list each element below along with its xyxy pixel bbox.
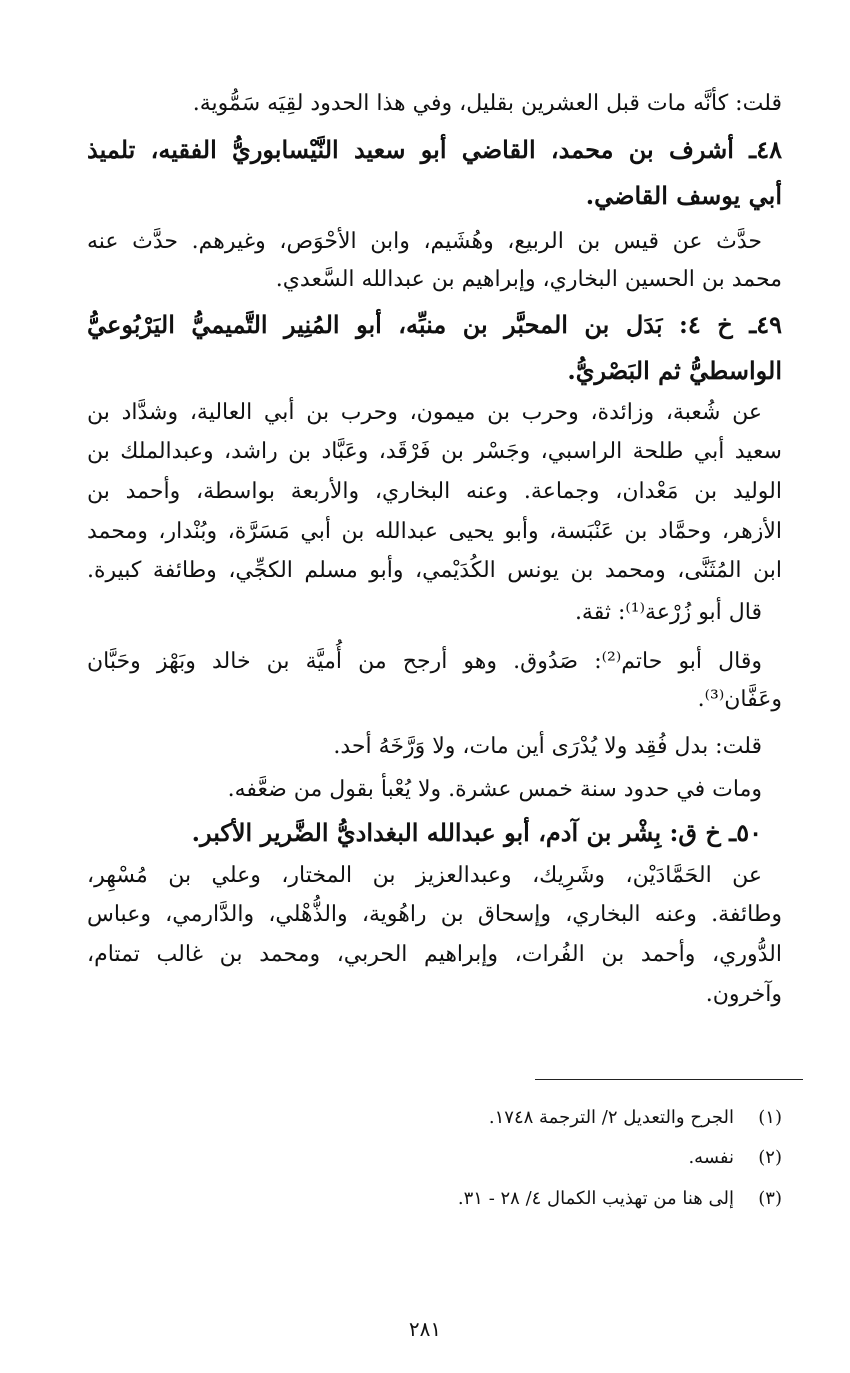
text-line: وقال أبو حاتم⁽²⁾: صَدُوق. وهو أرجح من أُميَّة بن خالد وبَهْز وحَبَّان <box>87 649 762 674</box>
footnote <box>87 1184 782 1214</box>
entry-50-heading: ٥٠ـ خ ق: بِشْر بن آدم، أبو عبدالله البغداديُّ الضَّرير الأكبر. <box>191 818 762 847</box>
footnote-number: (٢) <box>758 1147 782 1168</box>
text-line: قلت: بدل فُقِد ولا يُدْرَى أين مات، ولا وَرَّخَهُ أحد. <box>333 734 762 759</box>
footnote-text: نفسه. <box>688 1147 734 1168</box>
text-line: ابن المُثَنَّى، ومحمد بن يونس الكُدَيْمي، وأبو مسلم الكجِّي، وطائفة كبيرة. <box>87 558 782 583</box>
entry-49-heading: ٤٩ـ خ ٤: بَدَل بن المحبَّر بن منبِّه، أبو المُنِير التَّميميُّ اليَرْبُوعيُّ <box>87 310 783 339</box>
text-line: قال أبو زُرْعة⁽¹⁾: ثقة. <box>574 600 762 625</box>
text-line: الدُّوري، وأحمد بن الفُرات، وإبراهيم الحربي، ومحمد بن غالب تمتام، <box>87 942 782 967</box>
entry-48-heading: ٤٨ـ أشرف بن محمد، القاضي أبو سعيد النَّيْسابوريُّ الفقيه، تلميذ <box>87 135 782 164</box>
text-line: قلت: كأنَّه مات قبل العشرين بقليل، وفي هذا الحدود لقِيَه سَمُّوية. <box>192 91 782 116</box>
footnote-text: الجرح والتعديل ٢/ الترجمة ١٧٤٨. <box>488 1107 734 1128</box>
entry-48-heading-cont: أبي يوسف القاضي. <box>585 181 782 210</box>
text-line: وآخرون. <box>705 982 782 1007</box>
footnote <box>87 1103 782 1133</box>
text-line: حدَّث عن قيس بن الربيع، وهُشَيم، وابن الأحْوَص، وغيرهم. حدَّث عنه <box>87 229 762 254</box>
entry-49-heading-cont: الواسطيُّ ثم البَصْريُّ. <box>567 356 782 385</box>
text-line: ومات في حدود سنة خمس عشرة. ولا يُعْبأ بقول من ضعَّفه. <box>227 777 762 802</box>
footnote-number: (١) <box>758 1107 782 1128</box>
text-line: سعيد أبي طلحة الراسبي، وجَسْر بن فَرْقَد، وعَبَّاد بن راشد، وعبدالملك بن <box>87 439 782 464</box>
text-line: عن شُعبة، وزائدة، وحرب بن ميمون، وحرب بن أبي العالية، وشدَّاد بن <box>87 400 762 425</box>
page-number: ٢٨١ <box>408 1317 442 1341</box>
footnote-number: (٣) <box>758 1188 782 1209</box>
text-line: الأزهر، وحمَّاد بن عَنْبَسة، وأبو يحيى عبدالله بن أبي مَسَرَّة، وبُنْدار، ومحمد <box>87 519 782 544</box>
text-line: محمد بن الحسين البخاري، وإبراهيم بن عبدالله السَّعدي. <box>275 267 782 292</box>
footnote-text: إلى هنا من تهذيب الكمال ٤/ ٢٨ - ٣١. <box>457 1188 734 1209</box>
text-line: الوليد بن مَعْدان، وجماعة. وعنه البخاري، والأربعة بواسطة، وأحمد بن <box>87 479 782 504</box>
footnote-divider <box>535 1079 803 1080</box>
footnote <box>87 1143 782 1173</box>
text-line: عن الحَمَّادَيْن، وشَرِيك، وعبدالعزيز بن المختار، وعلي بن مُسْهِر، <box>87 863 762 888</box>
text-line: وطائفة. وعنه البخاري، وإسحاق بن راهُوية، والذُّهْلي، والدَّارمي، وعباس <box>87 902 782 927</box>
text-line: وعَفَّان⁽³⁾. <box>697 687 782 712</box>
